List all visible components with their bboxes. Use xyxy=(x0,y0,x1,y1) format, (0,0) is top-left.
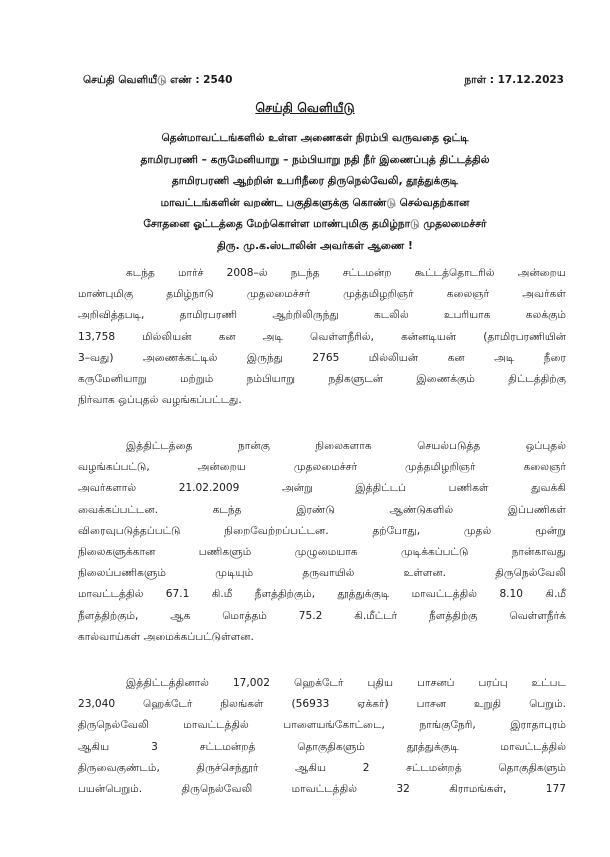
heading-line: திரு. மு.க.ஸ்டாலின் அவர்கள் ஆணை ! xyxy=(217,239,413,252)
paragraph-line: பயன்பெறும். திருநெல்வேலி மாவட்டத்தில் 32 கிராமங்கள், 177 xyxy=(78,783,566,796)
paragraph-line: நிலைப்பணிகளும் முடியும் தருவாயில் உள்ளன. திருநெல்வேலி xyxy=(78,567,566,580)
heading-line: சோதனை ஓட்டத்தை மேற்கொள்ள மாண்புமிகு தமிழ்நாடு முதலமைச்சர் xyxy=(143,218,487,230)
paragraph-line: அவர்களால் 21.02.2009 அன்று இத்திட்டப் பணிகள் துவக்கி xyxy=(78,482,566,495)
paragraph-line: 23,040 ஹெக்டேர் நிலங்கள் (56933 ஏக்கர்) பாசன உறுதி பெறும். xyxy=(78,698,566,711)
paragraph-line: இத்திட்டத்தினால் 17,002 ஹெக்டேர் புதிய பாசனப் பரப்பு உட்பட xyxy=(126,677,566,689)
paragraph-line: ஆகிய 3 சட்டமன்றத் தொகுதிகளும் தூத்துக்குடி மாவட்டத்தில் xyxy=(78,740,566,753)
paragraph-line: 13,758 மில்லியன் கன அடி வெள்ளநீரில், கன்னடியன் (தாமிரபரணியின் xyxy=(78,330,566,343)
paragraph-line: 3–வது) அணைக்கட்டில் இருந்து 2765 மில்லியன் கன அடி நீரை xyxy=(78,351,566,364)
paragraph-line: திருநெல்வேலி மாவட்டத்தில் பாளையங்கோட்டை, நாங்குநேரி, இராதாபுரம் xyxy=(78,719,566,732)
paragraph-line: இத்திட்டத்தை நான்கு நிலைகளாக செயல்படுத்த ஒப்புதல் xyxy=(126,440,566,452)
document-title xyxy=(0,100,610,117)
paragraph-line: விரைவுபடுத்தப்பட்டு நிறைவேற்றப்பட்டன. தற்போது, முதல் மூன்று xyxy=(78,524,566,537)
paragraph-line: அறிவித்தபடி, தாமிரபரணி ஆற்றிலிருந்து கடலில் உபரியாக கலக்கும் xyxy=(78,309,566,322)
release-meta xyxy=(83,74,564,90)
paragraph-line: நிர்வாக ஒப்புதல் வழங்கப்பட்டது. xyxy=(78,394,242,407)
paragraph-line: கடந்த மார்ச் 2008–ல் நடந்த சட்டமன்ற கூட்டத்தொடரில் அன்றைய xyxy=(126,267,566,279)
paragraph-line: மாண்புமிகு தமிழ்நாடு முதலமைச்சர் முத்தமிழறிஞர் கலைஞர் அவர்கள் xyxy=(78,288,566,301)
heading-line: தென்மாவட்டங்களில் உள்ள அணைகள் நிரம்பி வருவதை ஒட்டி xyxy=(161,132,469,144)
paragraph-line: நிலைகளுக்கான பணிகளும் முழுமையாக முடிக்கப்பட்டு நான்காவது xyxy=(78,546,566,559)
release-number: செய்தி வெளியீடு எண் : 2540 xyxy=(83,74,233,86)
paragraph-line: கால்வாய்கள் அமைக்கப்பட்டுள்ளன. xyxy=(78,630,254,643)
heading-line: தாமிரபரணி ஆற்றின் உபரிநீரை திருநெல்வேலி, தூத்துக்குடி xyxy=(171,175,459,187)
release-date: நாள் : 17.12.2023 xyxy=(464,74,564,86)
paragraph-line: மாவட்டத்தில் 67.1 கி.மீ நீளத்திற்கும், தூத்துக்குடி மாவட்டத்தில் 8.10 கி.மீ xyxy=(78,588,566,601)
paragraph-1 xyxy=(78,263,566,411)
paragraph-3 xyxy=(78,673,566,800)
paragraph-line: திருவைகுண்டம், திருச்செந்தூர் ஆகிய 2 சட்டமன்றத் தொகுதிகளும் xyxy=(78,761,566,774)
heading-line: மாவட்டங்களின் வறண்ட பகுதிகளுக்கு கொண்டு செல்வதற்கான xyxy=(160,196,470,209)
paragraph-line: நீளத்திற்கும், ஆக மொத்தம் 75.2 கி.மீட்டர் நீளத்திற்கு வெள்ளநீர்க் xyxy=(78,609,566,622)
release-heading xyxy=(70,128,560,257)
paragraph-line: வழங்கப்பட்டு, அன்றைய முதலமைச்சர் முத்தமிழறிஞர் கலைஞர் xyxy=(78,461,566,474)
paragraph-line: வைக்கப்பட்டன. கடந்த இரண்டு ஆண்டுகளில் இப்பணிகள் xyxy=(78,503,566,516)
paragraph-2 xyxy=(78,436,566,648)
heading-line: தாமிரபரணி – கருமேனியாறு – நம்பியாறு நதி நீர் இணைப்புத் திட்டத்தில் xyxy=(140,153,490,166)
document-title-text: செய்தி வெளியீடு xyxy=(255,100,355,115)
paragraph-line: கருமேனியாறு மற்றும் நம்பியாறு நதிகளுடன் இணைக்கும் திட்டத்திற்கு xyxy=(78,373,566,386)
